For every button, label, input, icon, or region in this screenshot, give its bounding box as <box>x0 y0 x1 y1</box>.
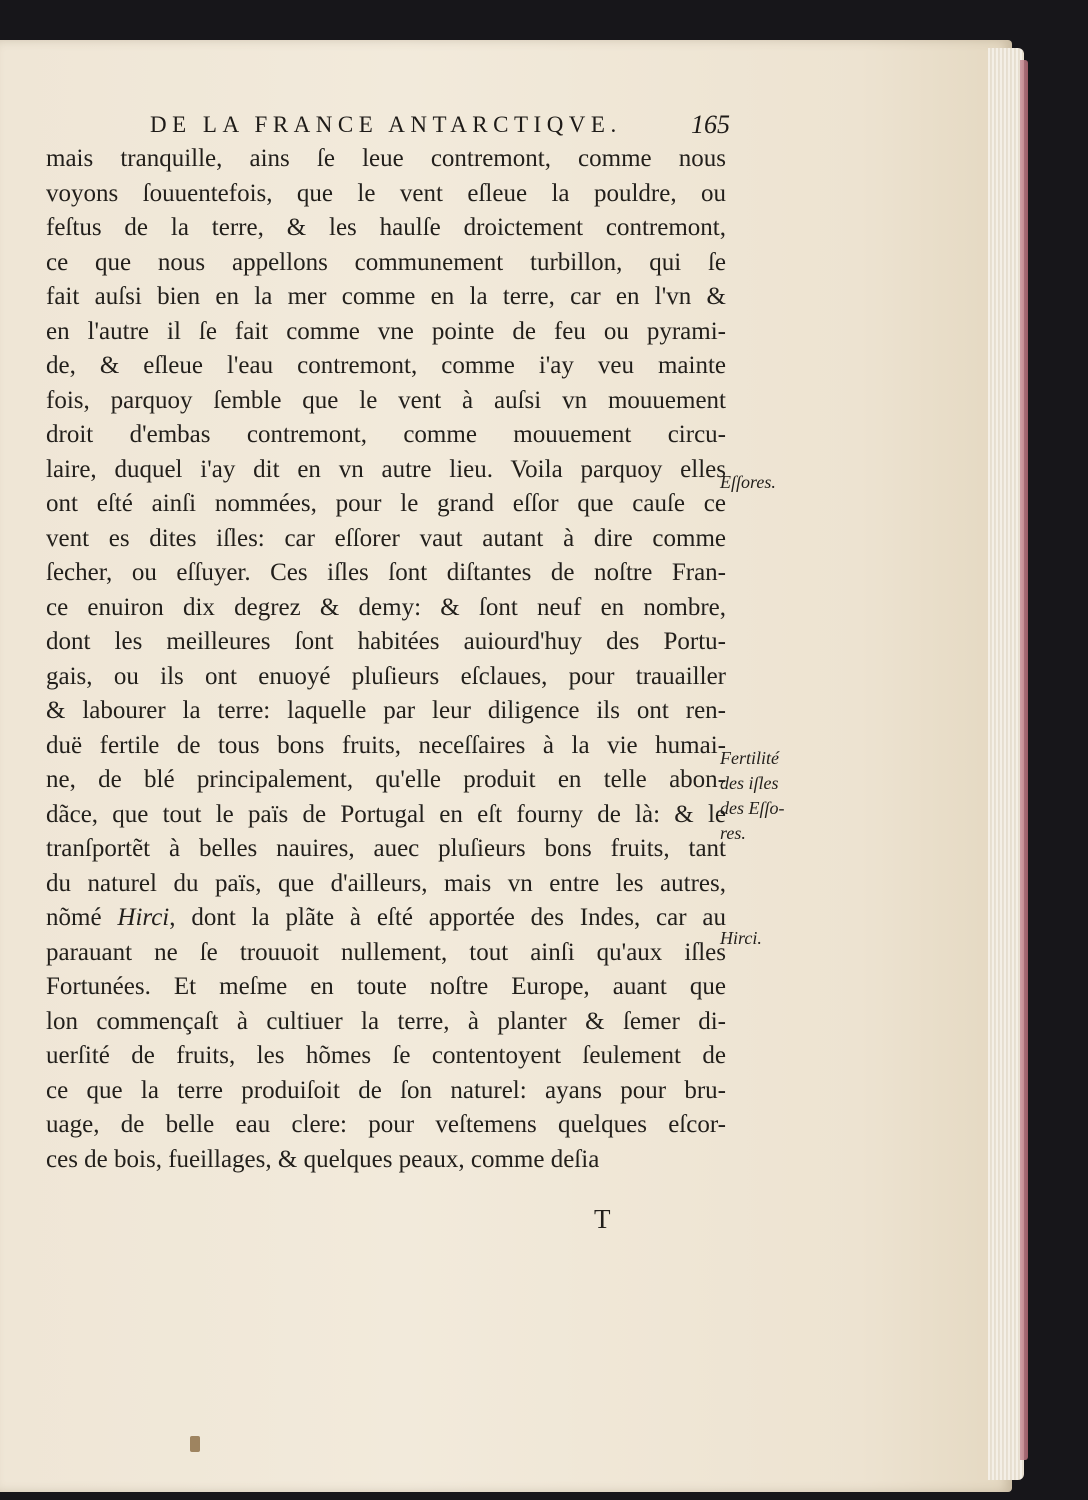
text-line-29: uage, de belle eau clere: pour veſtemens quelques eſcor- <box>46 1111 726 1138</box>
text-line-30: ces de bois, fueillages, & quelques peaux, comme deſia <box>46 1145 600 1173</box>
text-line-20: dãce, que tout le païs de Portugal en eſt fourny de là: & le <box>46 800 726 828</box>
text-line-11: ont eſté ainſi nommées, pour le grand eſſor que cauſe ce <box>46 490 726 517</box>
text-line-22: du naturel du païs, que d'ailleurs, mais vn entre les autres, <box>46 869 726 897</box>
main-text-block <box>46 142 726 1177</box>
signature-mark: T <box>594 1204 611 1234</box>
text-line-1: mais tranquille, ains ſe leue contremont, comme nous <box>46 145 726 172</box>
text-line-15: dont les meilleures ſont habitées auiourd'huy des Portu- <box>46 628 726 655</box>
text-line-9: droit d'embas contremont, comme mouuement circu- <box>46 421 726 448</box>
running-head: DE LA FRANCE ANTARCTIQVE. <box>150 112 622 137</box>
text-line-12: vent es dites iſles: car eſſorer vaut autant à dire comme <box>46 524 726 552</box>
text-line-23 <box>46 901 726 936</box>
text-line-25: Fortunées. Et meſme en toute noſtre Europe, auant que <box>46 973 726 1000</box>
text-line-16: gais, ou ils ont enuoyé pluſieurs eſclaues, pour trauailler <box>46 662 726 690</box>
margin-note-fertilite: Fertilité des iſles des Eſſo- res. <box>720 748 785 843</box>
text-line-4: ce que nous appellons communement turbillon, qui ſe <box>46 248 726 276</box>
text-line-14: ce enuiron dix degrez & demy: & ſont neuf en nombre, <box>46 593 726 621</box>
text-line-19: ne, de blé principalement, qu'elle produit en telle abon- <box>46 766 726 793</box>
line-23-italic: Hirci <box>117 904 170 931</box>
text-line-5: fait auſsi bien en la mer comme en la terre, car en l'vn & <box>46 283 726 310</box>
text-line-10: laire, duquel i'ay dit en vn autre lieu. Voila parquoy elles <box>46 455 726 483</box>
text-line-26: lon commençaſt à cultiuer la terre, à planter & ſemer di- <box>46 1007 726 1035</box>
text-line-3: feſtus de la terre, & les haulſe droictement contremont, <box>46 214 726 241</box>
line-23-start: nõmé <box>46 904 118 931</box>
margin-note-hirci: Hirci. <box>720 928 762 948</box>
page-edges <box>988 48 1024 1480</box>
text-line-24: parauant ne ſe trouuoit nullement, tout ainſi qu'aux iſles <box>46 938 726 966</box>
text-line-2: voyons ſouuentefois, que le vent eſleue la pouldre, ou <box>46 179 726 207</box>
page-stain <box>190 1436 200 1452</box>
text-line-6: en l'autre il ſe fait comme vne pointe de feu ou pyrami- <box>46 317 726 345</box>
margin-note-essores: Eſſores. <box>720 472 776 492</box>
page-header <box>150 112 730 144</box>
text-line-27: uerſité de fruits, les hõmes ſe contentoyent ſeulement de <box>46 1042 726 1069</box>
text-line-17: & labourer la terre: laquelle par leur diligence ils ont ren- <box>46 697 726 724</box>
text-line-18: duë fertile de tous bons fruits, neceſſaires à la vie humai- <box>46 731 726 759</box>
text-line-21: tranſportẽt à belles nauires, auec pluſieurs bons fruits, tant <box>46 835 726 862</box>
text-line-28: ce que la terre produiſoit de ſon naturel: ayans pour bru- <box>46 1076 726 1104</box>
text-line-8: fois, parquoy ſemble que le vent à auſsi vn mouuement <box>46 386 726 414</box>
text-line-13: ſecher, ou eſſuyer. Ces iſles ſont diſtantes de noſtre Fran- <box>46 559 726 586</box>
red-page-edge <box>1020 60 1028 1460</box>
line-23-end: , dont la plãte à eſté apportée des Indes, car au <box>169 904 726 931</box>
page-number: 165 <box>691 110 730 139</box>
text-line-7: de, & eſleue l'eau contremont, comme i'ay veu mainte <box>46 352 726 379</box>
